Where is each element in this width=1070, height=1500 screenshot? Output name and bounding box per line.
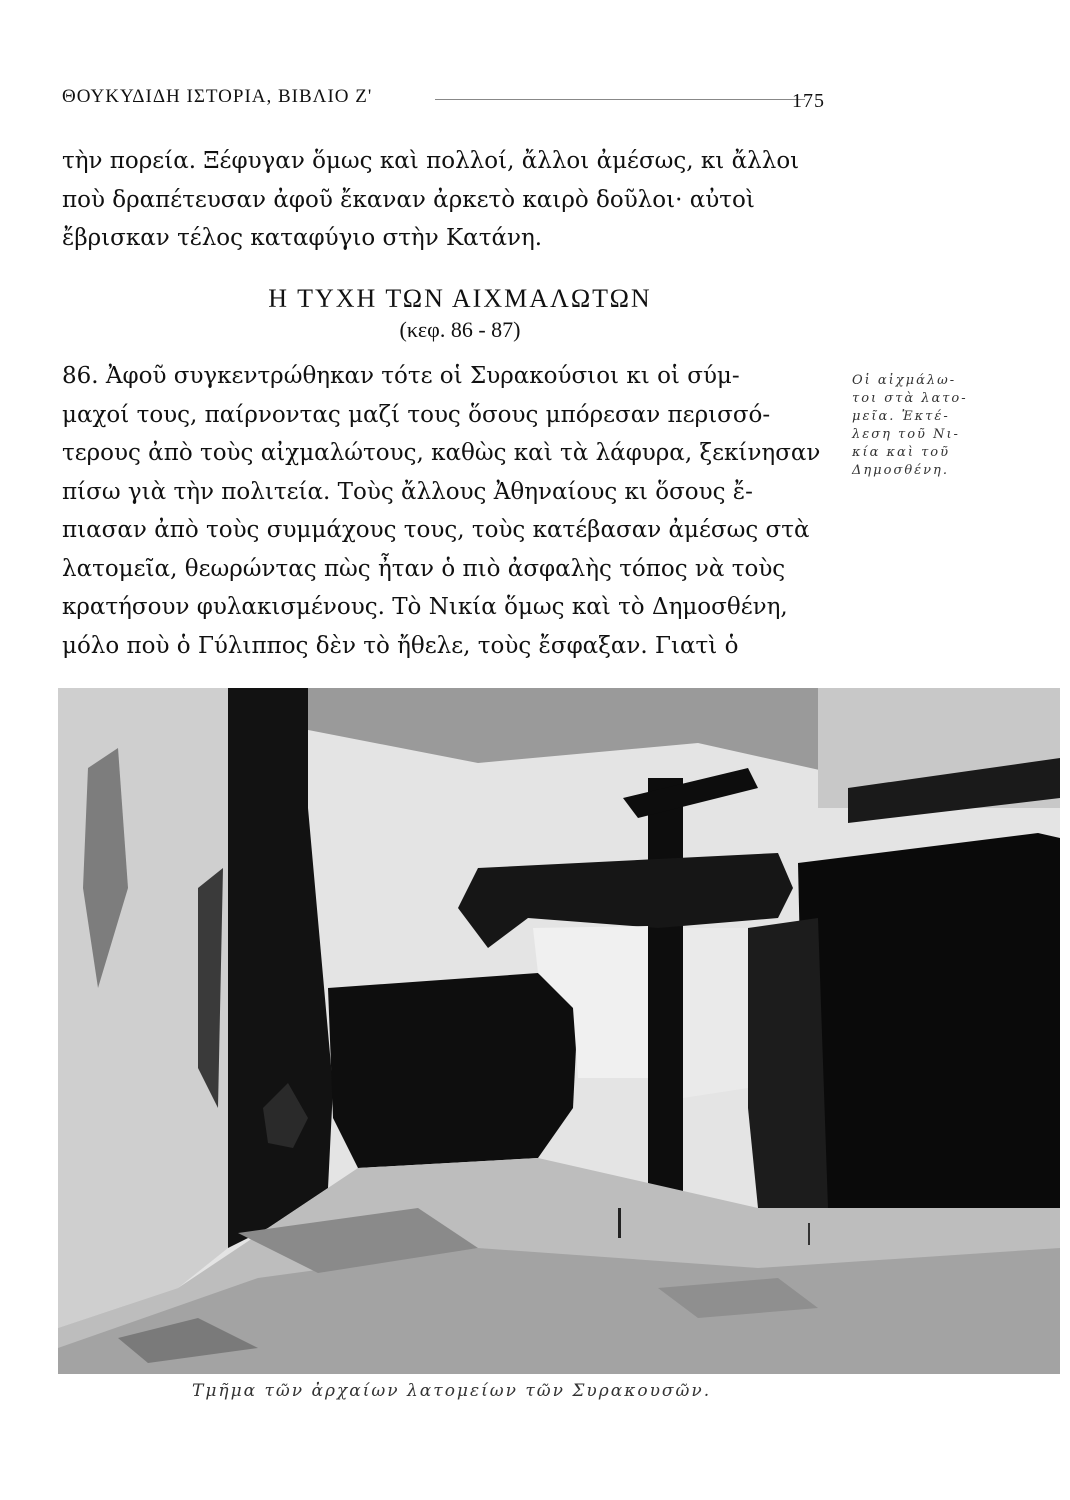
text-line: πιασαν ἀπὸ τοὺς συμμάχους τους, τοὺς κατέβασαν ἀμέσως στὰ [62,517,810,543]
paragraph-continuation [62,142,822,258]
text-line: τὴν πορεία. Ξέφυγαν ὅμως καὶ πολλοί, ἄλλοι ἀμέσως, κι ἄλλοι [62,148,800,174]
text-line: μόλο ποὺ ὁ Γύλιππος δὲν τὸ ἤθελε, τοὺς ἔσφαξαν. Γιατὶ ὁ [62,632,739,659]
text-line: κρατήσουν φυλακισμένους. Τὸ Νικία ὅμως καὶ τὸ Δημοσθένη, [62,594,788,620]
text-line: μαχοί τους, παίρνοντας μαζί τους ὅσους μπόρεσαν περισσό- [62,401,771,428]
margin-note-line: κία καὶ τοῦ [852,445,950,460]
margin-note-line: λεση τοῦ Νι- [852,427,960,442]
margin-note-line: τοι στὰ λατο- [852,391,968,406]
text-line: πίσω γιὰ τὴν πολιτεία. Τοὺς ἄλλους Ἀθηναίους κι ὅσους ἔ- [62,478,753,505]
text-line: ποὺ δραπέτευσαν ἀφοῦ ἔκαναν ἀρκετὸ καιρὸ δοῦλοι· αὐτοὶ [62,186,755,213]
running-header [62,86,832,116]
margin-note-line: Δημοσθένη. [852,463,949,478]
text-line: τερους ἀπὸ τοὺς αἰχμαλώτους, καθὼς καὶ τὰ λάφυρα, ξεκίνησαν [62,440,821,466]
margin-note-line: Οἱ αἰχμάλω- [852,373,957,388]
text-line: 86. Ἀφοῦ συγκεντρώθηκαν τότε οἱ Συρακούσιοι κι οἱ σύμ- [62,363,740,389]
figure-caption: Τμῆμα τῶν ἀρχαίων λατομείων τῶν Συρακουσῶν. [192,1381,712,1401]
quarry-photograph [58,688,1060,1374]
page-number: 175 [792,90,825,112]
text-line: ἔβρισκαν τέλος καταφύγιο στὴν Κατάνη. [62,225,543,251]
section-subtitle: (κεφ. 86 - 87) [399,317,521,342]
margin-note-line: μεῖα. Ἐκτέ- [852,409,950,424]
running-title: ΘΟΥΚΥΔΙΔΗ ΙΣΤΟΡΙΑ, ΒΙΒΛΙΟ Ζ' [62,86,373,107]
text-line: λατομεῖα, θεωρώντας πὼς ἦταν ὁ πιὸ ἀσφαλὴς τόπος νὰ τοὺς [62,555,786,582]
margin-note [852,372,1020,480]
quarry-photo-illustration [58,688,1060,1374]
section-title: Η ΤΥΧΗ ΤΩΝ ΑΙΧΜΑΛΩΤΩΝ [268,284,652,313]
header-rule [435,99,805,100]
paragraph-86 [62,357,822,665]
